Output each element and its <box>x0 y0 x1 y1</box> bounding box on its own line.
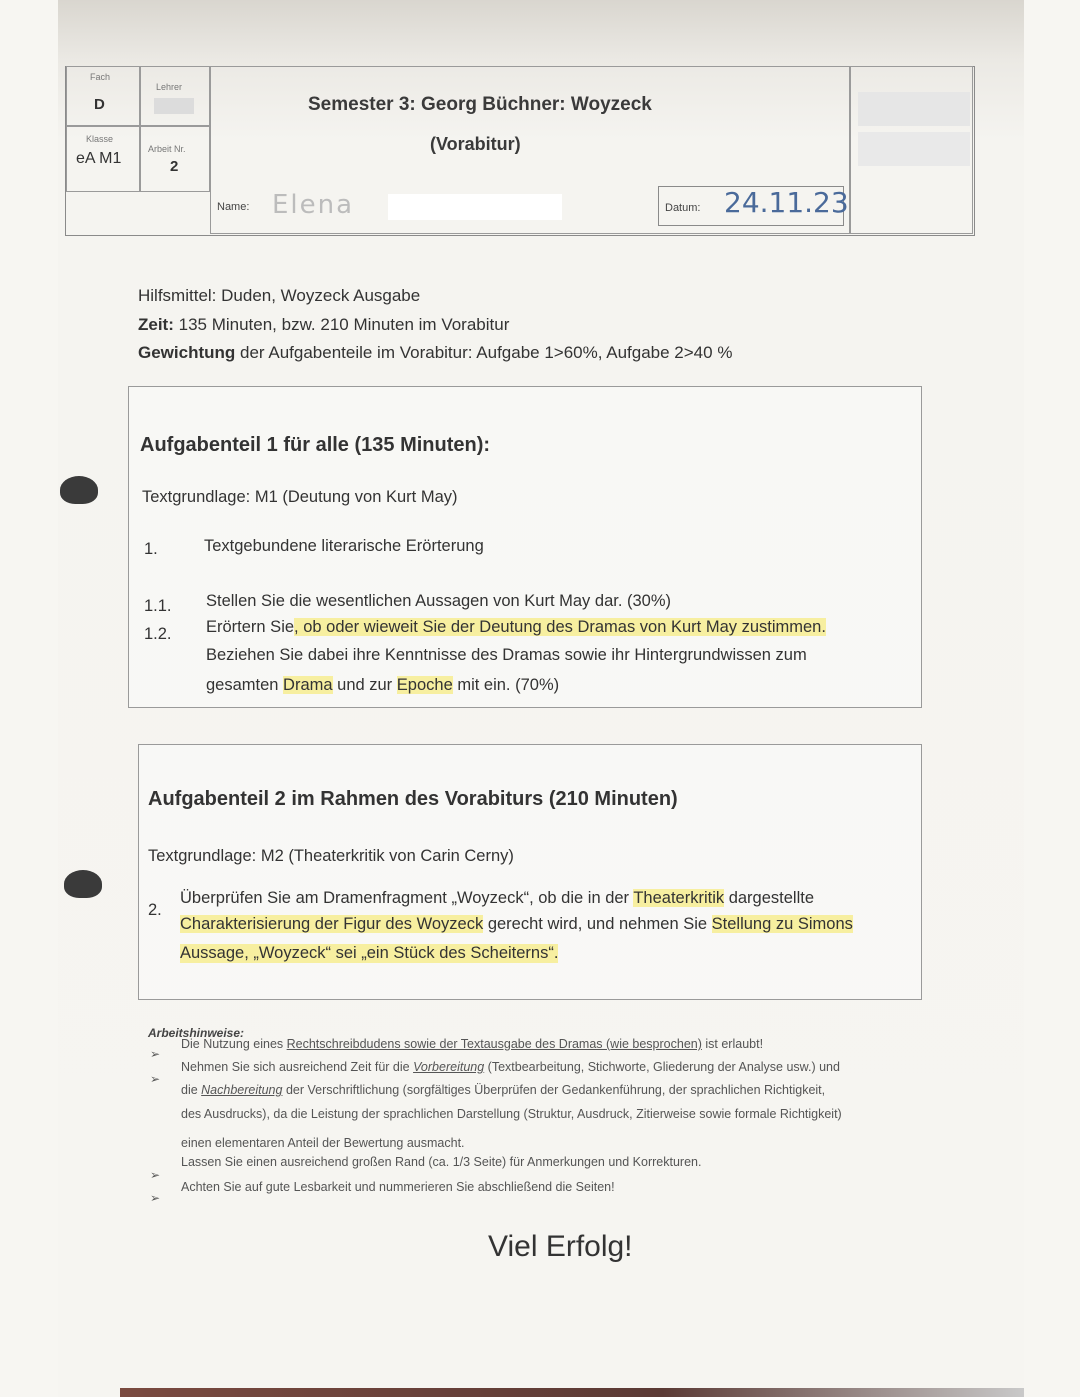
lehrer-label: Lehrer <box>156 82 183 92</box>
text-segment: dargestellte <box>724 889 815 907</box>
zeit-line <box>138 315 509 335</box>
task2-line2 <box>180 915 853 934</box>
highlighted-text: Theaterkritik <box>633 889 725 907</box>
hint-item-2-line1 <box>181 1060 840 1074</box>
grade-redaction-2 <box>858 132 970 166</box>
zeit-text: 135 Minuten, bzw. 210 Minuten im Vorabitur <box>173 315 510 334</box>
task1-item12-number: 1.2. <box>144 625 172 643</box>
zeit-label: Zeit: <box>138 315 174 334</box>
name-redaction <box>388 194 562 220</box>
task2-item-number: 2. <box>148 901 162 919</box>
klasse-label: Klasse <box>86 134 114 144</box>
bullet-arrow-icon: ➢ <box>150 1191 161 1205</box>
exam-title: Semester 3: Georg Büchner: Woyzeck <box>308 94 652 115</box>
text-segment: (Textbearbeitung, Stichworte, Gliederung der Analyse usw.) und <box>484 1060 840 1074</box>
task1-heading: Aufgabenteil 1 für alle (135 Minuten): <box>140 434 491 456</box>
text-segment: Nehmen Sie sich ausreichend Zeit für die <box>181 1060 414 1074</box>
datum-handwritten: 24.11.23 <box>724 186 849 219</box>
task1-item12-line2: Beziehen Sie dabei ihre Kenntnisse des Dramas sowie ihr Hintergrundwissen zum <box>206 646 807 664</box>
underlined-text: Vorbereitung <box>413 1060 485 1074</box>
underlined-text: Nachbereitung <box>201 1083 283 1097</box>
hint-item-1 <box>181 1037 763 1051</box>
punch-hole-icon <box>60 476 98 504</box>
lehrer-redaction <box>154 98 194 114</box>
bullet-arrow-icon: ➢ <box>150 1168 161 1182</box>
underlined-text: Rechtschreibdudens sowie der Textausgabe des Dramas (wie besprochen) <box>286 1037 702 1051</box>
arbeit-value: 2 <box>170 158 179 175</box>
text-segment: gerecht wird, und nehmen Sie <box>483 915 712 933</box>
task2-line3: Aussage, „Woyzeck“ sei „ein Stück des Scheiterns“. <box>180 944 559 962</box>
text-segment: Die Nutzung eines <box>181 1037 287 1051</box>
task1-item11-text: Stellen Sie die wesentlichen Aussagen von Kurt May dar. (30%) <box>206 592 672 610</box>
text-segment: die <box>181 1083 202 1097</box>
fach-value: D <box>94 96 105 113</box>
text-segment: und zur <box>332 676 397 694</box>
name-label: Name: <box>217 201 250 213</box>
hint-item-2-line3: des Ausdrucks), da die Leistung der sprachlichen Darstellung (Struktur, Ausdruck, Zitierweise sowie formale Richtigkeit) <box>181 1107 842 1121</box>
text-segment: Erörtern Sie <box>206 618 295 636</box>
hint-item-2-line2 <box>181 1083 825 1097</box>
punch-hole-icon <box>64 870 102 898</box>
hint-item-3: Lassen Sie einen ausreichend großen Rand (ca. 1/3 Seite) für Anmerkungen und Korrekturen. <box>181 1155 702 1169</box>
gewichtung-text: der Aufgabenteile im Vorabitur: Aufgabe 1>60%, Aufgabe 2>40 % <box>235 343 733 362</box>
task2-line1 <box>180 889 814 908</box>
hilfsmittel-text: Duden, Woyzeck Ausgabe <box>216 286 421 305</box>
gewichtung-line <box>138 343 732 363</box>
fach-label: Fach <box>90 72 111 82</box>
task1-item11-number: 1.1. <box>144 597 172 615</box>
task1-textgrundlage: Textgrundlage: M1 (Deutung von Kurt May) <box>142 488 458 506</box>
task2-textgrundlage: Textgrundlage: M2 (Theaterkritik von Carin Cerny) <box>148 847 514 865</box>
task1-item12-line3 <box>206 676 559 695</box>
name-handwritten: Elena <box>272 190 355 220</box>
hilfsmittel-line <box>138 286 420 306</box>
highlighted-text: Epoche <box>396 676 453 694</box>
gewichtung-label: Gewichtung <box>138 343 236 362</box>
task2-heading: Aufgabenteil 2 im Rahmen des Vorabiturs (210 Minuten) <box>148 788 678 810</box>
grade-redaction <box>858 92 970 126</box>
text-segment: Überprüfen Sie am Dramenfragment „Woyzeck“, ob die in der <box>180 889 634 907</box>
hints-heading: Arbeitshinweise: <box>148 1026 245 1040</box>
highlighted-text: Drama <box>283 676 333 694</box>
bullet-arrow-icon: ➢ <box>150 1047 161 1061</box>
hint-item-2-line4: einen elementaren Anteil der Bewertung ausmacht. <box>181 1136 465 1150</box>
closing-text: Viel Erfolg! <box>488 1230 633 1263</box>
klasse-value: eA M1 <box>76 150 122 167</box>
highlighted-text: , ob oder wieweit Sie der Deutung des Dramas von Kurt May zustimmen. <box>294 618 826 636</box>
task1-item1-text: Textgebundene literarische Erörterung <box>204 537 484 555</box>
hilfsmittel-label: Hilfsmittel: <box>138 286 217 305</box>
highlighted-text: Stellung zu Simons <box>711 915 853 933</box>
text-segment: ist erlaubt! <box>701 1037 764 1051</box>
text-segment: der Verschriftlichung (sorgfältiges Überprüfen der Gedankenführung, der sprachlichen Richtigkeit, <box>282 1083 826 1097</box>
text-segment: gesamten <box>206 676 284 694</box>
hint-item-4: Achten Sie auf gute Lesbarkeit und nummerieren Sie abschließend die Seiten! <box>181 1180 615 1194</box>
bullet-arrow-icon: ➢ <box>150 1072 161 1086</box>
lehrer-cell <box>140 66 210 126</box>
task1-item12-line1 <box>206 618 826 637</box>
exam-subtitle: (Vorabitur) <box>430 134 521 154</box>
arbeit-label: Arbeit Nr. <box>148 144 186 154</box>
table-edge <box>120 1388 1024 1397</box>
datum-label: Datum: <box>665 202 701 214</box>
text-segment: mit ein. (70%) <box>452 676 560 694</box>
highlighted-text: Charakterisierung der Figur des Woyzeck <box>180 915 484 933</box>
task1-item1-number: 1. <box>144 540 158 558</box>
